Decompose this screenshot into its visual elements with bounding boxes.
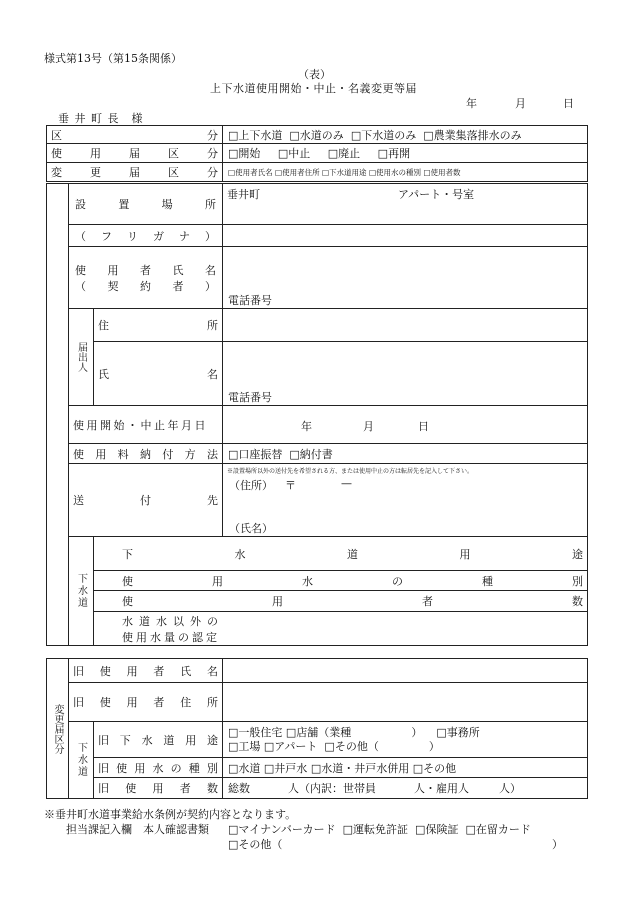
date-month: 月: [515, 97, 526, 110]
old-use-options[interactable]: □一般住宅 □店舗（業種 ） □事務所 □工場 □アパート □その他（ ）: [223, 722, 588, 758]
non-tap-label: 水道水以外の 使用水量の認定: [94, 612, 588, 646]
date-year: 年: [466, 97, 477, 110]
id-other-close: ）: [552, 838, 563, 851]
sewer-use-label: 下 水 道 用 途: [94, 537, 588, 571]
start-stop-date-field[interactable]: [223, 406, 588, 444]
id-other[interactable]: □その他（: [228, 838, 283, 851]
change-group-label: 変更届区分: [47, 659, 69, 799]
footer-note: ※垂井町水道事業給水条例が契約内容となります。: [44, 808, 297, 821]
install-location-field[interactable]: [223, 184, 588, 225]
addressee: 垂 井 町 長 様: [58, 112, 144, 125]
old-name-label: 旧 使 用 者 氏 名: [69, 659, 223, 683]
old-name-field[interactable]: [223, 659, 588, 683]
user-name-label: 使 用 者 氏 名 （ 契 約 者 ）: [69, 247, 223, 309]
old-water-label: 旧 使 用 水 の 種 別: [94, 758, 223, 778]
category-options[interactable]: □上下水道 □水道のみ □下水道のみ □農業集落排水のみ: [223, 126, 588, 144]
date-day: 日: [563, 97, 574, 110]
old-count-field[interactable]: 総数 人（内訳：世帯員 人・雇用人 人）: [223, 778, 588, 799]
front-mark: （表）: [298, 68, 331, 81]
date-d: 日: [418, 420, 429, 433]
change-type-options[interactable]: □使用者氏名 □使用者住所 □下水道用途 □使用水の種別 □使用者数: [223, 163, 588, 182]
postal-dash: —: [341, 477, 352, 490]
send-note: ※設置場所以外の送付先を希望される方、または使用中止の方は転居先を記入して下さい。: [227, 468, 474, 475]
form-table-change: [46, 658, 588, 799]
old-address-field[interactable]: [223, 683, 588, 722]
old-count-label: 旧 使 用 者 数: [94, 778, 223, 799]
town-name: 垂井町: [227, 188, 260, 201]
postal-mark: 〒: [285, 479, 296, 492]
payment-label: 使 用 料 納 付 方 法: [69, 444, 223, 464]
user-phone-label: 電話番号: [228, 294, 272, 307]
payment-options[interactable]: □口座振替 □納付書: [223, 444, 588, 464]
send-to-field[interactable]: [223, 464, 588, 537]
notifier-label: 届出人: [69, 309, 94, 406]
change-type-label: 変 更 届 区 分: [47, 163, 223, 182]
category-label: 区 分: [47, 126, 223, 144]
apartment-label: アパート・号室: [398, 188, 475, 201]
notifier-name-field[interactable]: [223, 342, 588, 406]
address-label: 住 所: [94, 309, 223, 342]
change-sewer-label: 下水道: [69, 722, 94, 799]
send-name-label: （氏名）: [229, 522, 273, 535]
left-gutter: [47, 184, 69, 646]
form-number: 様式第13号（第15条関係）: [44, 52, 182, 65]
old-use-label: 旧 下 水 道 用 途: [94, 722, 223, 758]
form-table-main: [46, 183, 588, 646]
furigana-label: （ フ リ ガ ナ ）: [69, 225, 223, 247]
page-title: 上下水道使用開始・中止・名義変更等届: [210, 82, 417, 95]
old-water-options[interactable]: □水道 □井戸水 □水道・井戸水併用 □その他: [223, 758, 588, 778]
user-count-label: 使 用 者 数: [94, 591, 588, 612]
send-address-label: （住所）: [229, 479, 273, 492]
install-location-label: 設 置 場 所: [69, 184, 223, 225]
usage-type-options[interactable]: □開始 □中止 □廃止 □再開: [223, 144, 588, 163]
send-to-label: 送 付 先: [69, 464, 223, 537]
water-type-label: 使 用 水 の 種 別: [94, 571, 588, 591]
name-label: 氏 名: [94, 342, 223, 406]
notifier-phone-label: 電話番号: [228, 391, 272, 404]
furigana-field[interactable]: [223, 225, 588, 247]
usage-type-label: 使 用 届 区 分: [47, 144, 223, 163]
sewer-group-label: 下水道: [69, 537, 94, 646]
id-options[interactable]: □マイナンバーカード □運転免許証 □保険証 □在留カード: [228, 823, 531, 836]
form-table-top: [46, 125, 588, 182]
notifier-address-field[interactable]: [223, 309, 588, 342]
date-m: 月: [363, 420, 374, 433]
old-address-label: 旧 使 用 者 住 所: [69, 683, 223, 722]
user-name-field[interactable]: [223, 247, 588, 309]
staff-label: 担当課記入欄 本人確認書類: [66, 823, 209, 836]
start-stop-date-label: 使用開始・中止年月日: [69, 406, 223, 444]
date-y: 年: [301, 420, 312, 433]
